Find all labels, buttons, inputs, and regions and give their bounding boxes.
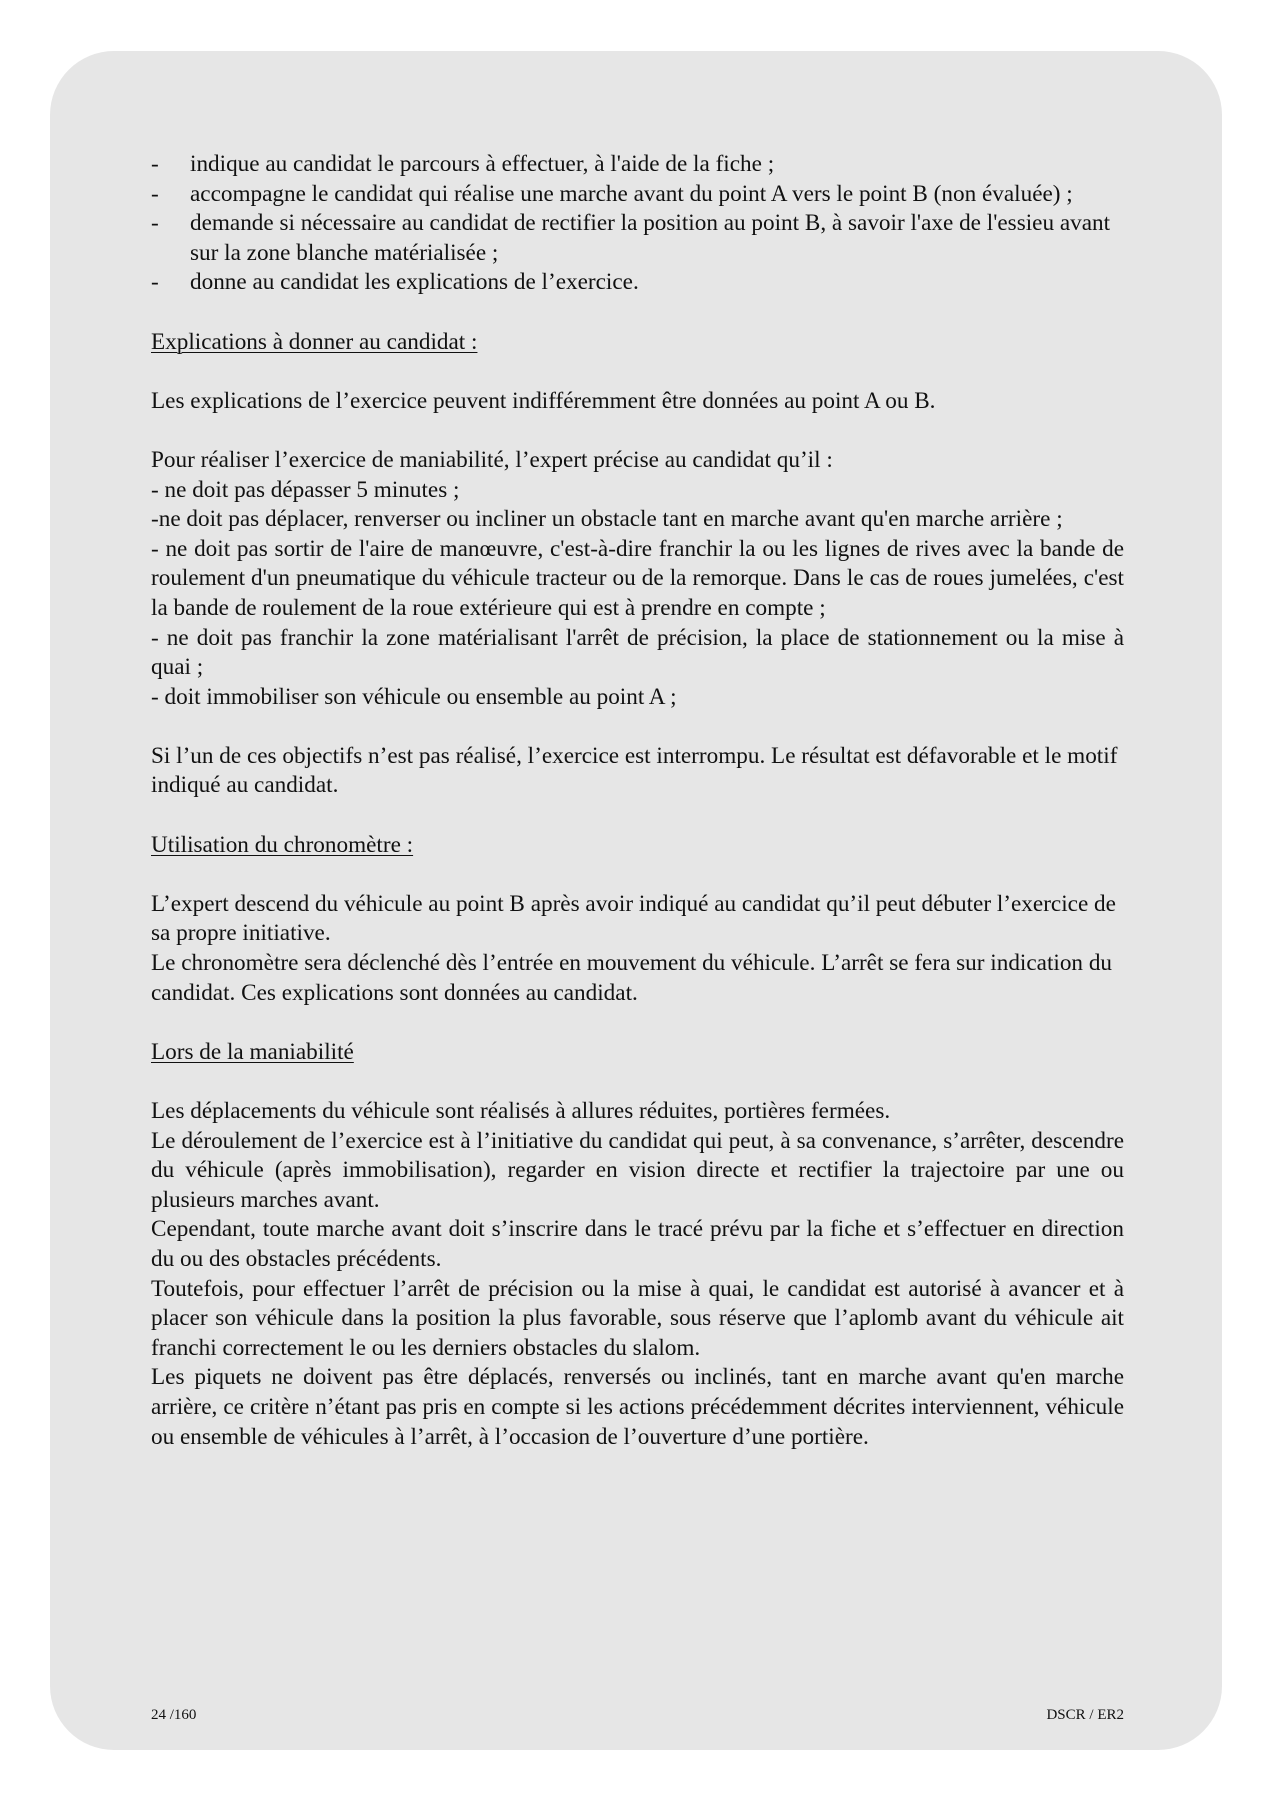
paragraph: Les piquets ne doivent pas être déplacés, renversés ou inclinés, tant en marche avant qu'en marche arrière, ce critère n’étant pas pris en compte si les actions précédemment décrites interviennent, véhicule ou ensemble de véhicules à l’arrêt, à l’occasion de l’ouverture d’une portière. bbox=[151, 1364, 1124, 1450]
rule-item: - ne doit pas dépasser 5 minutes ; bbox=[151, 476, 460, 503]
list-item: - demande si nécessaire au candidat de rectifier la position au point B, à savoir l'axe de l'essieu avant sur la zone blanche matérialisée ; bbox=[151, 210, 1111, 266]
bullet-dash: - bbox=[151, 269, 159, 296]
paragraph: Les déplacements du véhicule sont réalisés à allures réduites, portières fermées. bbox=[151, 1098, 891, 1124]
rule-item: - ne doit pas franchir la zone matérialisant l'arrêt de précision, la place de stationnement ou la mise à quai ; bbox=[151, 624, 1124, 681]
section-heading-chronometre: Utilisation du chronomètre : bbox=[151, 831, 414, 858]
list-item: - donne au candidat les explications de l’exercice. bbox=[151, 268, 1124, 298]
section-heading-maniabilite: Lors de la maniabilité bbox=[151, 1038, 354, 1065]
section-heading-explications: Explications à donner au candidat : bbox=[151, 328, 478, 355]
page-number: 24 /160 bbox=[151, 1707, 197, 1723]
document-reference: DSCR / ER2 bbox=[1046, 1707, 1124, 1723]
paragraph: Le chronomètre sera déclenché dès l’entrée en mouvement du véhicule. L’arrêt se fera sur indication du candidat. Ces explications sont données au candidat. bbox=[151, 950, 1113, 1006]
paragraph: Les explications de l’exercice peuvent indifféremment être données au point A ou B. bbox=[151, 387, 936, 414]
paragraph: Toutefois, pour effectuer l’arrêt de précision ou la mise à quai, le candidat est autorisé à avancer et à placer son véhicule dans la position la plus favorable, sous réserve que l’aplomb avant du véhicule ait franchi correctement le ou les derniers obstacles du slalom. bbox=[151, 1275, 1124, 1361]
list-item: - indique au candidat le parcours à effectuer, à l'aide de la fiche ; bbox=[151, 150, 1124, 180]
list-item: - accompagne le candidat qui réalise une marche avant du point A vers le point B (non évaluée) ; bbox=[151, 180, 1124, 210]
paragraph: Si l’un de ces objectifs n’est pas réalisé, l’exercice est interrompu. Le résultat est défavorable et le motif indiqué au candidat. bbox=[151, 742, 1118, 799]
paragraph: Pour réaliser l’exercice de maniabilité, l’expert précise au candidat qu’il : bbox=[151, 446, 833, 473]
paragraph: Le déroulement de l’exercice est à l’initiative du candidat qui peut, à sa convenance, s’arrêter, descendre du véhicule (après immobilisation), regarder en vision directe et rectifier la trajectoire par une ou plusieurs marches avant. bbox=[151, 1127, 1124, 1213]
instruction-list bbox=[151, 150, 1124, 298]
bullet-dash: - bbox=[151, 180, 159, 207]
bullet-dash: - bbox=[151, 210, 159, 237]
document-body bbox=[151, 150, 1124, 1452]
paragraph: Cependant, toute marche avant doit s’inscrire dans le tracé prévu par la fiche et s’effectuer en direction du ou des obstacles précédents. bbox=[151, 1216, 1124, 1272]
rule-item: -ne doit pas déplacer, renverser ou incliner un obstacle tant en marche avant qu'en marche arrière ; bbox=[151, 506, 1063, 533]
rule-item: - ne doit pas sortir de l'aire de manœuvre, c'est-à-dire franchir la ou les lignes de rives avec la bande de roulement d'un pneumatique du véhicule tracteur ou de la remorque. Dans le cas de roues jumelées, c'est la bande de roulement de la roue extérieure qui est à prendre en compte ; bbox=[151, 535, 1124, 621]
rule-item: - doit immobiliser son véhicule ou ensemble au point A ; bbox=[151, 683, 677, 710]
paragraph: L’expert descend du véhicule au point B après avoir indiqué au candidat qu’il peut débuter l’exercice de sa propre initiative. bbox=[151, 890, 1116, 947]
bullet-dash: - bbox=[151, 151, 159, 177]
